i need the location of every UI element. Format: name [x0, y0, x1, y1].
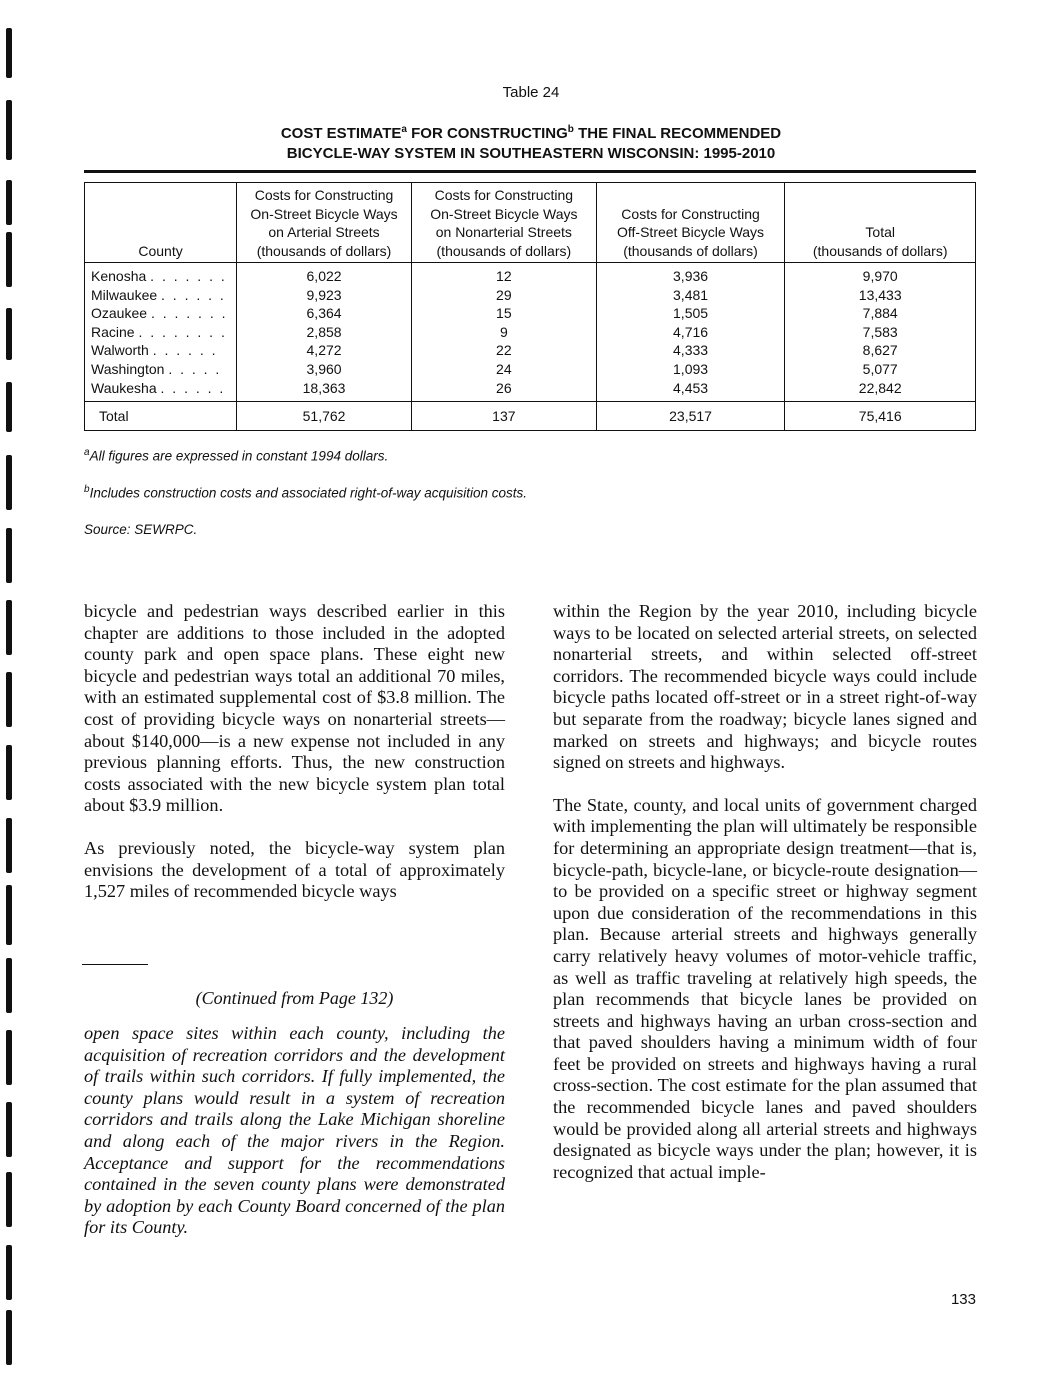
- col-header-offstreet: Costs for Constructing Off-Street Bicycle Ways (thousands of dollars): [596, 183, 785, 263]
- page-number: 133: [950, 1291, 976, 1308]
- table-row: Kenosha . . . . . . . 6,022 12 3,936 9,970: [85, 263, 976, 286]
- table-row: Racine . . . . . . . . 2,858 9 4,716 7,583: [85, 323, 976, 342]
- body-right-column: [553, 601, 977, 1183]
- table-row: Waukesha . . . . . . 18,363 26 4,453 22,842: [85, 379, 976, 402]
- continued-heading: (Continued from Page 132): [195, 988, 394, 1008]
- continued-text: open space sites within each county, including the acquisition of recreation corridors and the development of trails within such corridors. If fully implemented, the county plans would result in a system of recreation corridors and trails along the Lake Michigan shoreline and along each of the major rivers in the Region. Acceptance and support for the recommendations contained in the seven county plans were demonstrated by adoption by each County Board concerned of the plan for its County.: [84, 1023, 505, 1238]
- table-row: Milwaukee . . . . . . 9,923 29 3,481 13,433: [85, 286, 976, 305]
- divider: [82, 964, 148, 965]
- paragraph: The State, county, and local units of government charged with implementing the plan will ultimately be responsible for determining an appropriate design treatment—that is, bicycle-path, bicycle-lane, or bicycle-route designation—to be provided on a specific street or highway segment upon due consideration of the recommendations in this plan. Because arterial streets and highways generally carry relatively heavy volumes of motor-vehicle traffic, as well as traffic traveling at relatively high speeds, the plan recommends that bicycle lanes be provided on streets and highways having an urban cross-section and that paved shoulders having a minimum width of four feet be provided on streets and highways having a rural cross-section. The cost estimate for the plan assumed that the recommended bicycle lanes and paved shoulders would be provided along all arterial streets and highways designated as bicycle ways under the plan; however, it is recognized that actual imple-: [553, 794, 977, 1182]
- table-row: Walworth . . . . . . 4,272 22 4,333 8,627: [85, 341, 976, 360]
- table-title: COST ESTIMATE$^a$ FOR CONSTRUCTING$^b$ THE FINAL RECOMMENDED BICYCLE-WAY SYSTEM IN SOUTHEASTERN WISCONSIN: 1995-2010: [280, 124, 782, 162]
- paragraph: within the Region by the year 2010, including bicycle ways to be located on selected arterial streets, on selected nonarterial streets, and within selected off-street corridors. The recommended bicycle ways could include bicycle paths located off-street or in a street right-of-way but separate from the roadway; bicycle lanes signed and marked on streets and highways; and bicycle routes signed on streets and highways.: [553, 601, 977, 773]
- table-top-rule: [84, 170, 976, 173]
- col-header-county: County: [85, 183, 237, 263]
- col-header-total: Total (thousands of dollars): [785, 183, 976, 263]
- source-note: Source: SEWRPC.: [84, 522, 198, 537]
- table-row: Washington . . . . . 3,960 24 1,093 5,077: [85, 360, 976, 379]
- paragraph: bicycle and pedestrian ways described earlier in this chapter are additions to those included in the adopted county park and open space plans. These eight new bicycle and pedestrian ways total an additional 70 miles, with an estimated supplemental cost of $3.8 million. The cost of providing bicycle ways on nonarterial streets—about $140,000—is a new expense not included in any previous planning efforts. Thus, the new construction costs associated with the new bicycle system plan total about $3.9 million.: [84, 601, 505, 816]
- col-header-nonarterial: Costs for Constructing On-Street Bicycle Ways on Nonarterial Streets (thousands of dollars): [411, 183, 596, 263]
- table-total-row: Total 51,762 137 23,517 75,416: [85, 402, 976, 431]
- binding-marks: [0, 0, 22, 1380]
- col-header-arterial: Costs for Constructing On-Street Bicycle Ways on Arterial Streets (thousands of dollars): [237, 183, 412, 263]
- paragraph: As previously noted, the bicycle-way system plan envisions the development of a total of approximately 1,527 miles of recommended bicycle ways: [84, 837, 505, 902]
- footnote-a: $^a$All figures are expressed in constant 1994 dollars.: [84, 447, 389, 464]
- cost-table: [84, 182, 976, 431]
- footnote-b: $^b$Includes construction costs and associated right-of-way acquisition costs.: [84, 484, 528, 501]
- table-row: Ozaukee . . . . . . . 6,364 15 1,505 7,884: [85, 304, 976, 323]
- body-left-column: [84, 601, 505, 903]
- table-number: Table 24: [502, 84, 560, 101]
